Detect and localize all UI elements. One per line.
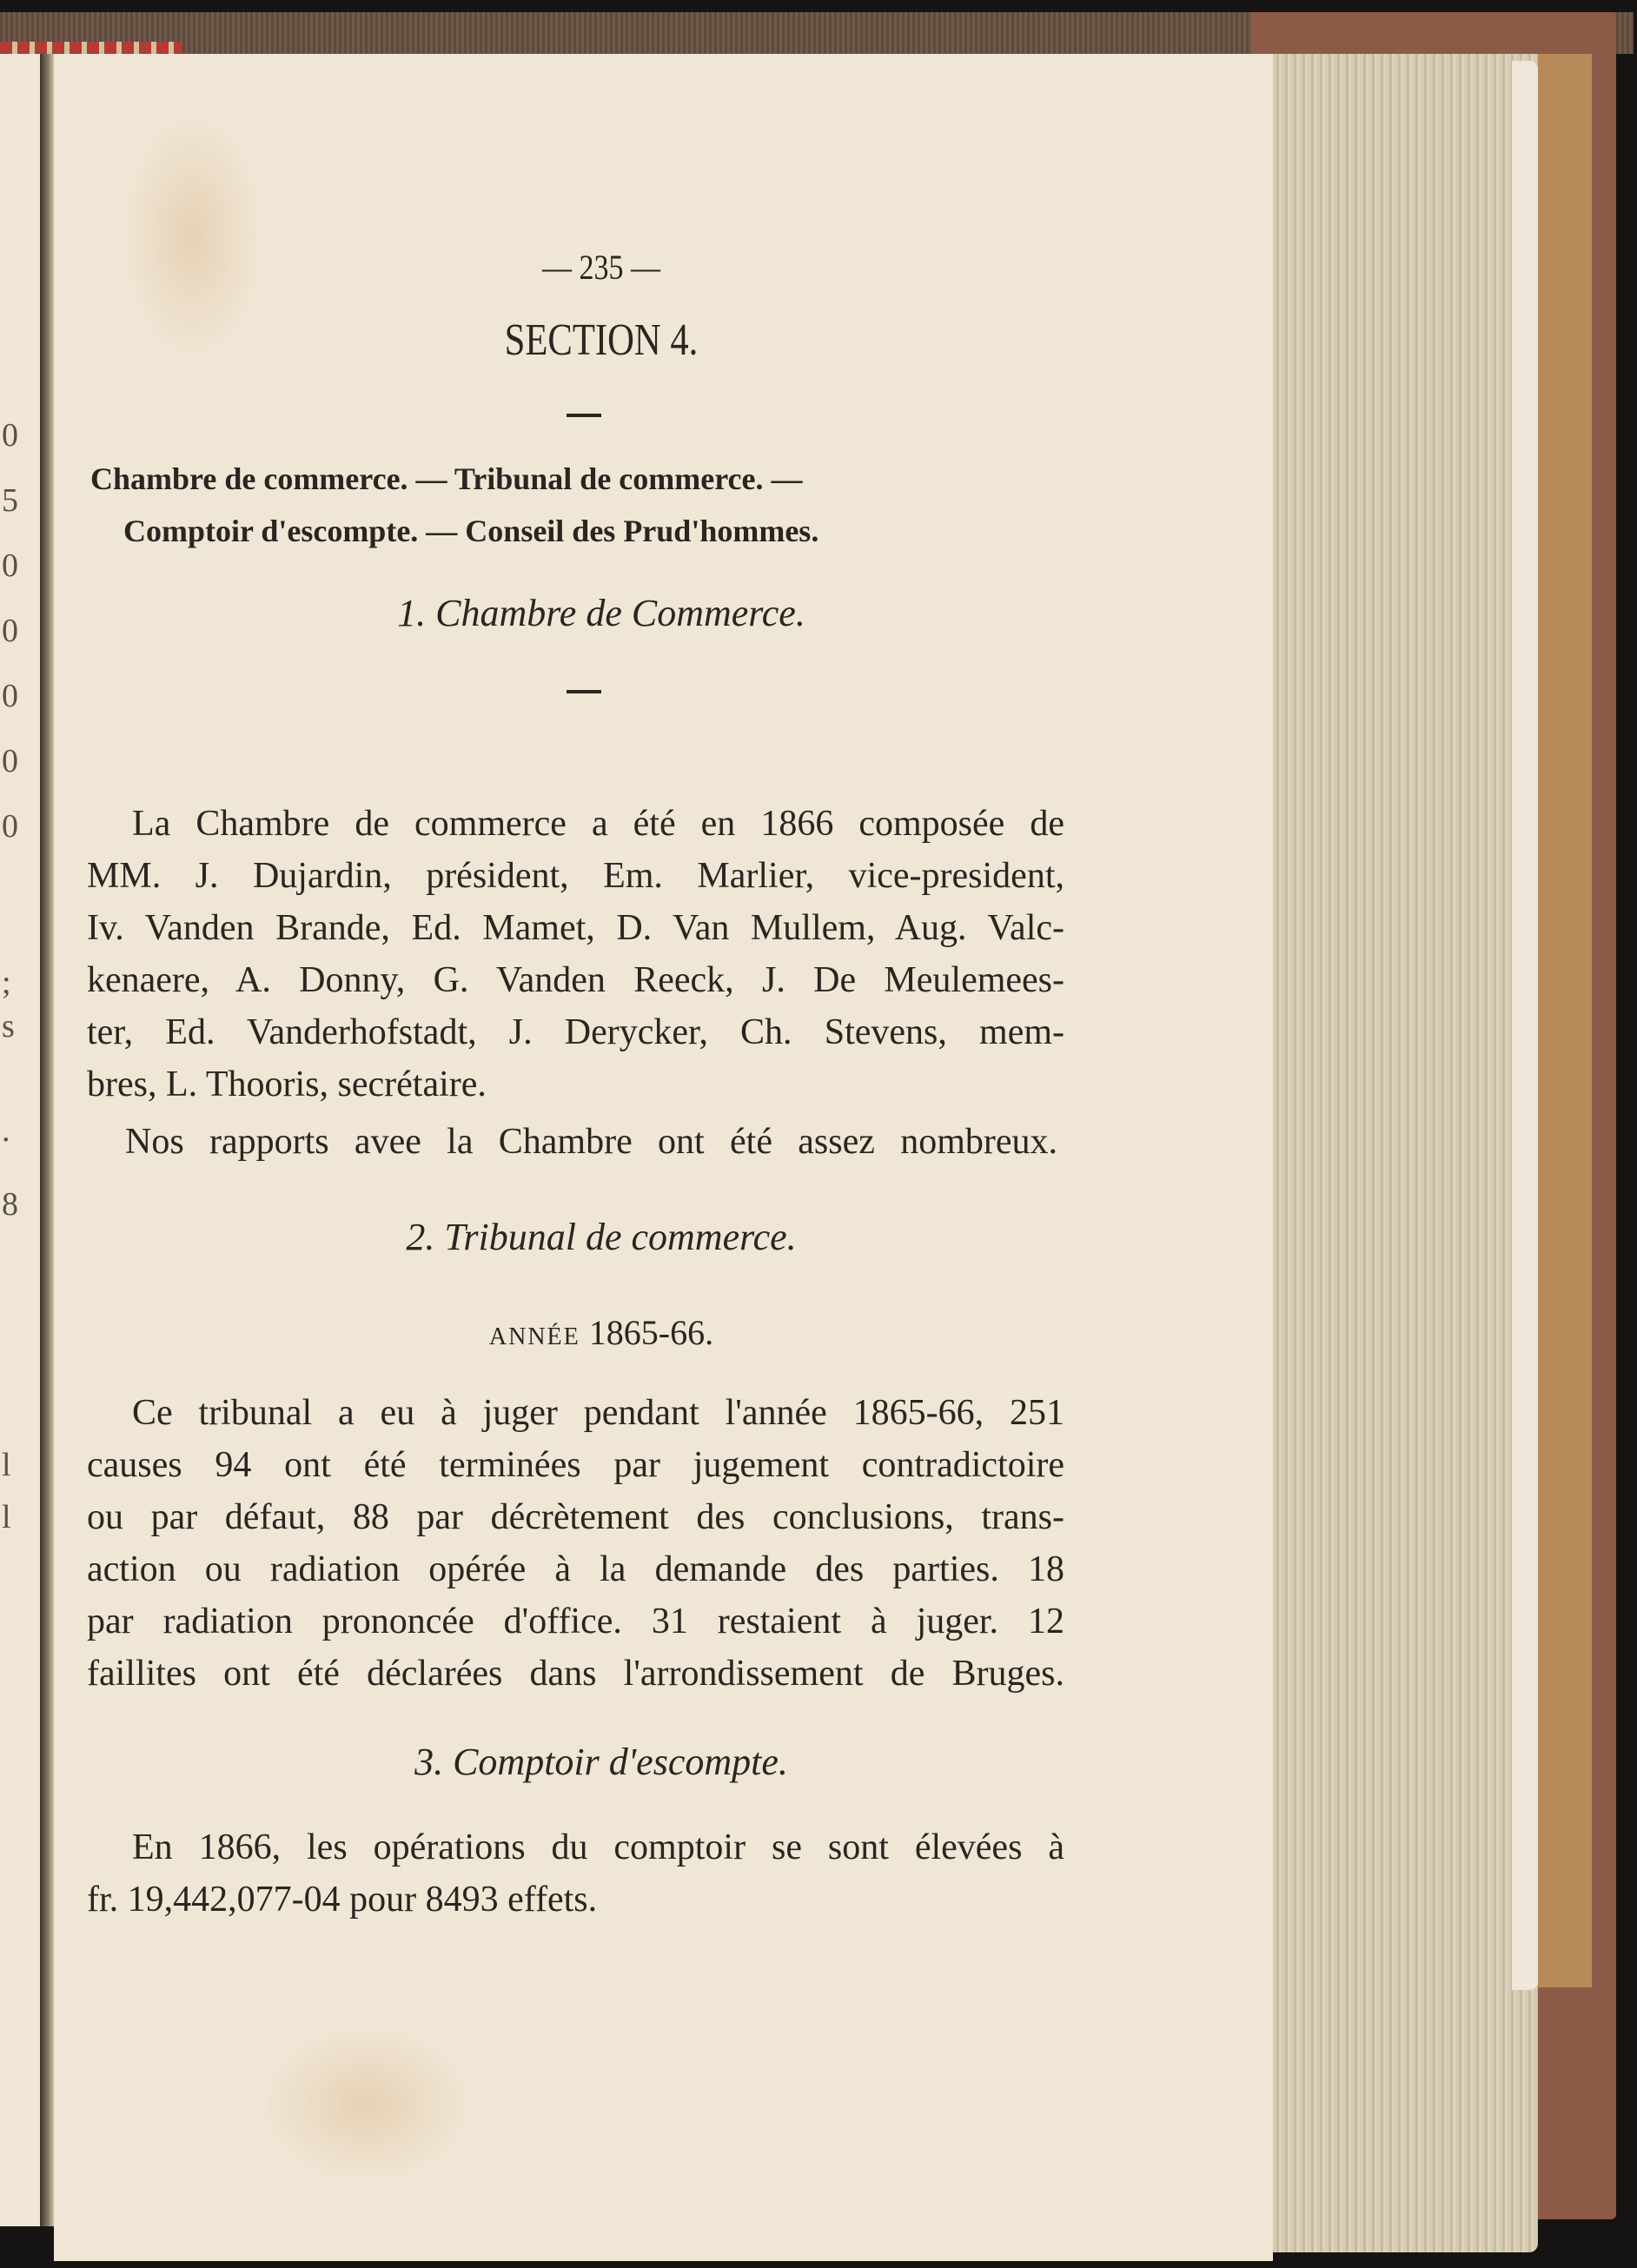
paragraph-line: fr. 19,442,077-04 pour 8493 effets. xyxy=(87,1880,598,1920)
subsection-title-text: 1. Chambre de Commerce. xyxy=(397,592,805,634)
facing-page-edge xyxy=(0,54,40,2226)
subsection-title-text: 3. Comptoir d'escompte. xyxy=(414,1741,788,1783)
page-block-edges xyxy=(1273,54,1538,2252)
paragraph-line: La Chambre de commerce a été en 1866 composée de xyxy=(132,804,1064,844)
paragraph-line: kenaere, A. Donny, G. Vanden Reeck, J. De Meulemees- xyxy=(87,960,1064,1000)
margin-char: 0 xyxy=(2,613,18,649)
paragraph-line: ou par défaut, 88 par décrètement des conclusions, trans- xyxy=(87,1497,1064,1537)
paragraph-line: ter, Ed. Vanderhofstadt, J. Derycker, Ch. Stevens, mem- xyxy=(87,1012,1064,1052)
margin-char: s xyxy=(2,1008,15,1044)
subsection-title-comptoir xyxy=(54,1740,1149,1784)
endpaper xyxy=(1538,54,1592,1987)
paragraph-line: par radiation prononcée d'office. 31 restaient à juger. 12 xyxy=(87,1602,1064,1641)
margin-char: 0 xyxy=(2,808,18,845)
margin-char: l xyxy=(2,1447,11,1483)
margin-char: 8 xyxy=(2,1186,18,1223)
page-number: — 235 — xyxy=(542,248,660,287)
margin-char: 5 xyxy=(2,482,18,519)
section-heading-line: Chambre de commerce. — Tribunal de commerce. — xyxy=(90,461,803,496)
subsection-title-tribunal xyxy=(54,1215,1149,1259)
year-heading-value: 1865-66. xyxy=(588,1313,714,1352)
paragraph-line: MM. J. Dujardin, président, Em. Marlier, vice-president, xyxy=(87,856,1064,896)
paragraph-line: causes 94 ont été terminées par jugement contradictoire xyxy=(87,1445,1064,1485)
subsection-title-text: 2. Tribunal de commerce. xyxy=(406,1216,797,1258)
paragraph-line: Nos rapports avee la Chambre ont été assez nombreux. xyxy=(125,1122,1057,1162)
gutter-shadow xyxy=(40,54,54,2226)
separator-rule xyxy=(567,414,601,417)
margin-char: 0 xyxy=(2,547,18,584)
separator-rule xyxy=(567,690,601,693)
margin-char: 0 xyxy=(2,417,18,454)
subsection-title-chambre xyxy=(54,591,1149,635)
paragraph-line: Iv. Vanden Brande, Ed. Mamet, D. Van Mullem, Aug. Valc- xyxy=(87,908,1064,948)
paragraph-line: Ce tribunal a eu à juger pendant l'année 1865-66, 251 xyxy=(132,1393,1064,1433)
margin-char: . xyxy=(2,1112,10,1149)
margin-char: 0 xyxy=(2,743,18,779)
section-heading-line: Comptoir d'escompte. — Conseil des Prud'hommes. xyxy=(123,514,819,548)
margin-char: 0 xyxy=(2,678,18,714)
year-heading-label: ANNÉE xyxy=(488,1323,580,1350)
paragraph-line: action ou radiation opérée à la demande des parties. 18 xyxy=(87,1549,1064,1589)
last-leaf xyxy=(1512,61,1538,1990)
margin-char: ; xyxy=(2,965,11,1001)
margin-char: l xyxy=(2,1499,11,1535)
paragraph-line: bres, L. Thooris, secrétaire. xyxy=(87,1064,487,1104)
paragraph-line: En 1866, les opérations du comptoir se sont élevées à xyxy=(132,1827,1064,1867)
paragraph-line: faillites ont été déclarées dans l'arrondissement de Bruges. xyxy=(87,1654,1064,1694)
year-heading xyxy=(54,1312,1149,1353)
section-title: SECTION 4. xyxy=(504,315,699,365)
book-page xyxy=(54,54,1273,2261)
